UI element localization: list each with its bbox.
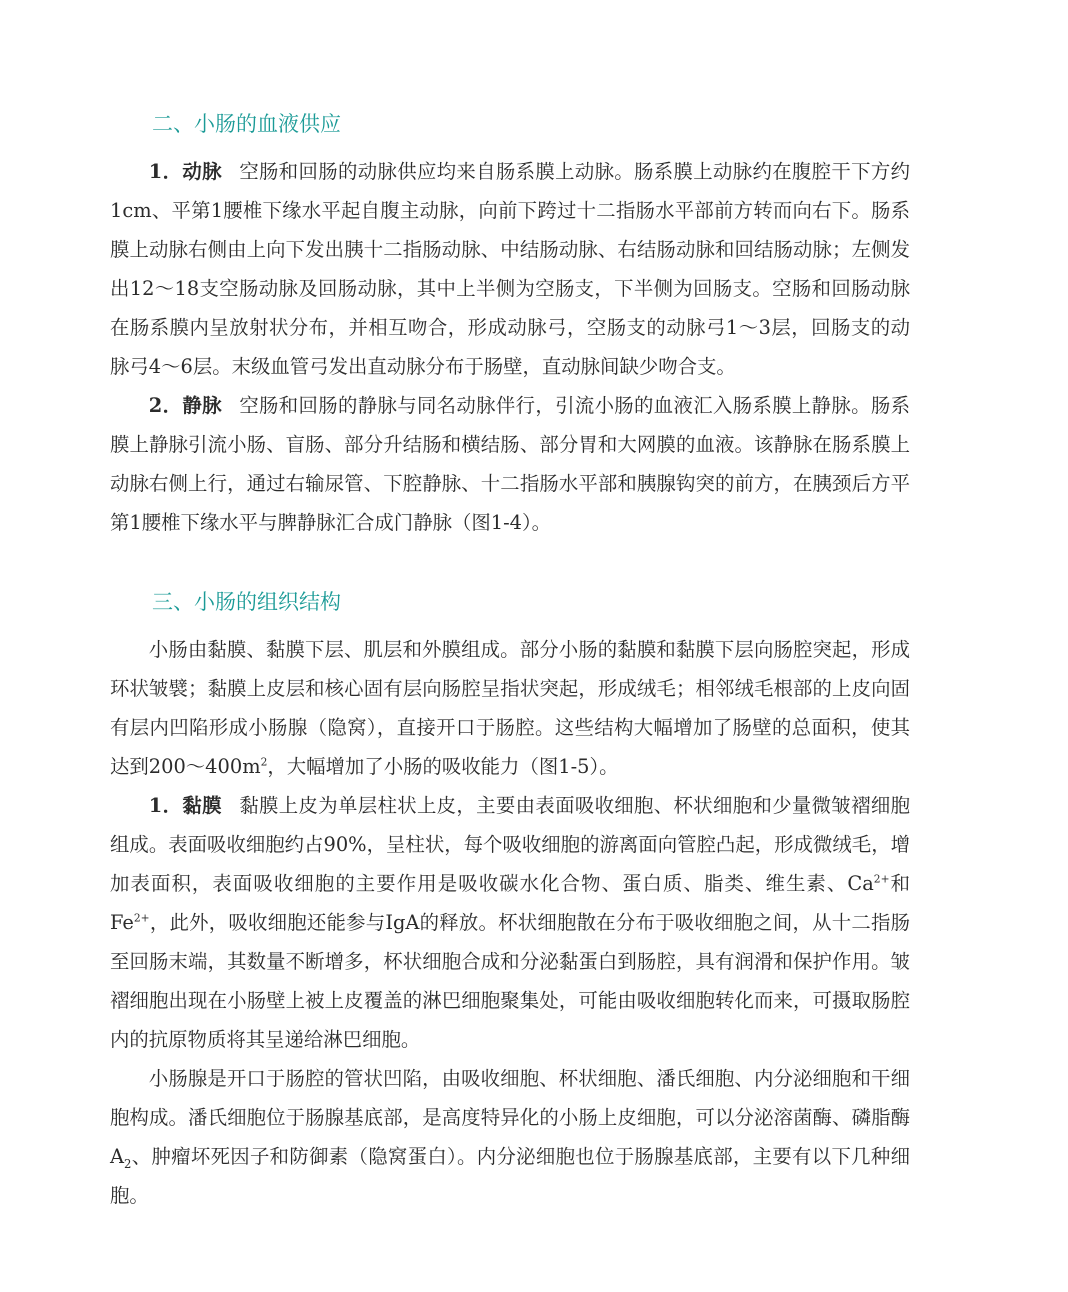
paragraph-text-vein: 空肠和回肠的静脉与同名动脉伴行，引流小肠的血液汇入肠系膜上静脉。肠系膜上静脉引流小肠、盲肠、部分升结肠和横结肠、部分胃和大网膜的血液。该静脉在肠系膜上动脉右侧上行，通过右输尿管、下腔静脉、十二指肠水平部和胰腺钩突的前方，在胰颈后方平第1腰椎下缘水平与脾静脉汇合成门静脉（图1-4）。 (110, 394, 911, 534)
paragraph-lead-artery: 1．动脉 (148, 160, 222, 183)
paragraph-structure-overview (110, 630, 910, 786)
paragraph-intestinal-gland (110, 1059, 910, 1215)
paragraph-text-artery: 空肠和回肠的动脉供应均来自肠系膜上动脉。肠系膜上动脉约在腹腔干下方约1cm、平第1腰椎下缘水平起自腹主动脉，向前下跨过十二指肠水平部前方转而向右下。肠系膜上动脉右侧由上向下发出胰十二指肠动脉、中结肠动脉、右结肠动脉和回结肠动脉；左侧发出12～18支空肠动脉及回肠动脉，其中上半侧为空肠支，下半侧为回肠支。空肠和回肠动脉在肠系膜内呈放射状分布，并相互吻合，形成动脉弓，空肠支的动脉弓1～3层，回肠支的动脉弓4～6层。末级血管弓发出直动脉分布于肠壁，直动脉间缺少吻合支。 (110, 160, 911, 378)
section-spacer (110, 542, 910, 578)
section-heading-blood-supply: 二、小肠的血液供应 (152, 111, 341, 136)
paragraph-text-mucosa-b: 和Fe (110, 872, 910, 934)
page-content (110, 100, 910, 1215)
paragraph-text-mucosa-c: ，此外，吸收细胞还能参与IgA的释放。杯状细胞散在分布于吸收细胞之间，从十二指肠至回肠末端，其数量不断增多，杯状细胞合成和分泌黏蛋白到肠腔，具有润滑和保护作用。皱褶细胞出现在小肠壁上被上皮覆盖的淋巴细胞聚集处，可能由吸收细胞转化而来，可摄取肠腔内的抗原物质将其呈递给淋巴细胞。 (110, 911, 910, 1051)
superscript-squared: 2 (260, 755, 268, 769)
superscript-calcium-charge: 2+ (873, 872, 890, 886)
paragraph-text-overview-b: ，大幅增加了小肠的吸收能力（图1-5）。 (267, 755, 619, 778)
paragraph-text-mucosa-a: 黏膜上皮为单层柱状上皮，主要由表面吸收细胞、杯状细胞和少量微皱褶细胞组成。表面吸收细胞约占90%，呈柱状，每个吸收细胞的游离面向管腔凸起，形成微绒毛，增加表面积，表面吸收细胞的主要作用是吸收碳水化合物、蛋白质、脂类、维生素、Ca (110, 794, 911, 895)
paragraph-text-gland-b: 、肿瘤坏死因子和防御素（隐窝蛋白）。内分泌细胞也位于肠腺基底部，主要有以下几种细胞。 (110, 1145, 910, 1207)
paragraph-artery (110, 152, 910, 386)
subscript-phospholipase: 2 (124, 1156, 132, 1171)
superscript-iron-charge: 2+ (133, 911, 150, 925)
paragraph-text-overview-a: 小肠由黏膜、黏膜下层、肌层和外膜组成。部分小肠的黏膜和黏膜下层向肠腔突起，形成环状皱襞；黏膜上皮层和核心固有层向肠腔呈指状突起，形成绒毛；相邻绒毛根部的上皮向固有层内凹陷形成小肠腺（隐窝），直接开口于肠腔。这些结构大幅增加了肠壁的总面积，使其达到200～400m (110, 638, 910, 778)
section-heading-histology: 三、小肠的组织结构 (152, 589, 341, 614)
paragraph-lead-mucosa: 1．黏膜 (148, 794, 222, 817)
paragraph-mucosa (110, 786, 910, 1059)
paragraph-vein (110, 386, 910, 542)
paragraph-lead-vein: 2．静脉 (148, 394, 222, 417)
paragraph-text-gland-a: 小肠腺是开口于肠腔的管状凹陷，由吸收细胞、杯状细胞、潘氏细胞、内分泌细胞和干细胞构成。潘氏细胞位于肠腺基底部，是高度特异化的小肠上皮细胞，可以分泌溶菌酶、磷脂酶A (110, 1067, 910, 1168)
